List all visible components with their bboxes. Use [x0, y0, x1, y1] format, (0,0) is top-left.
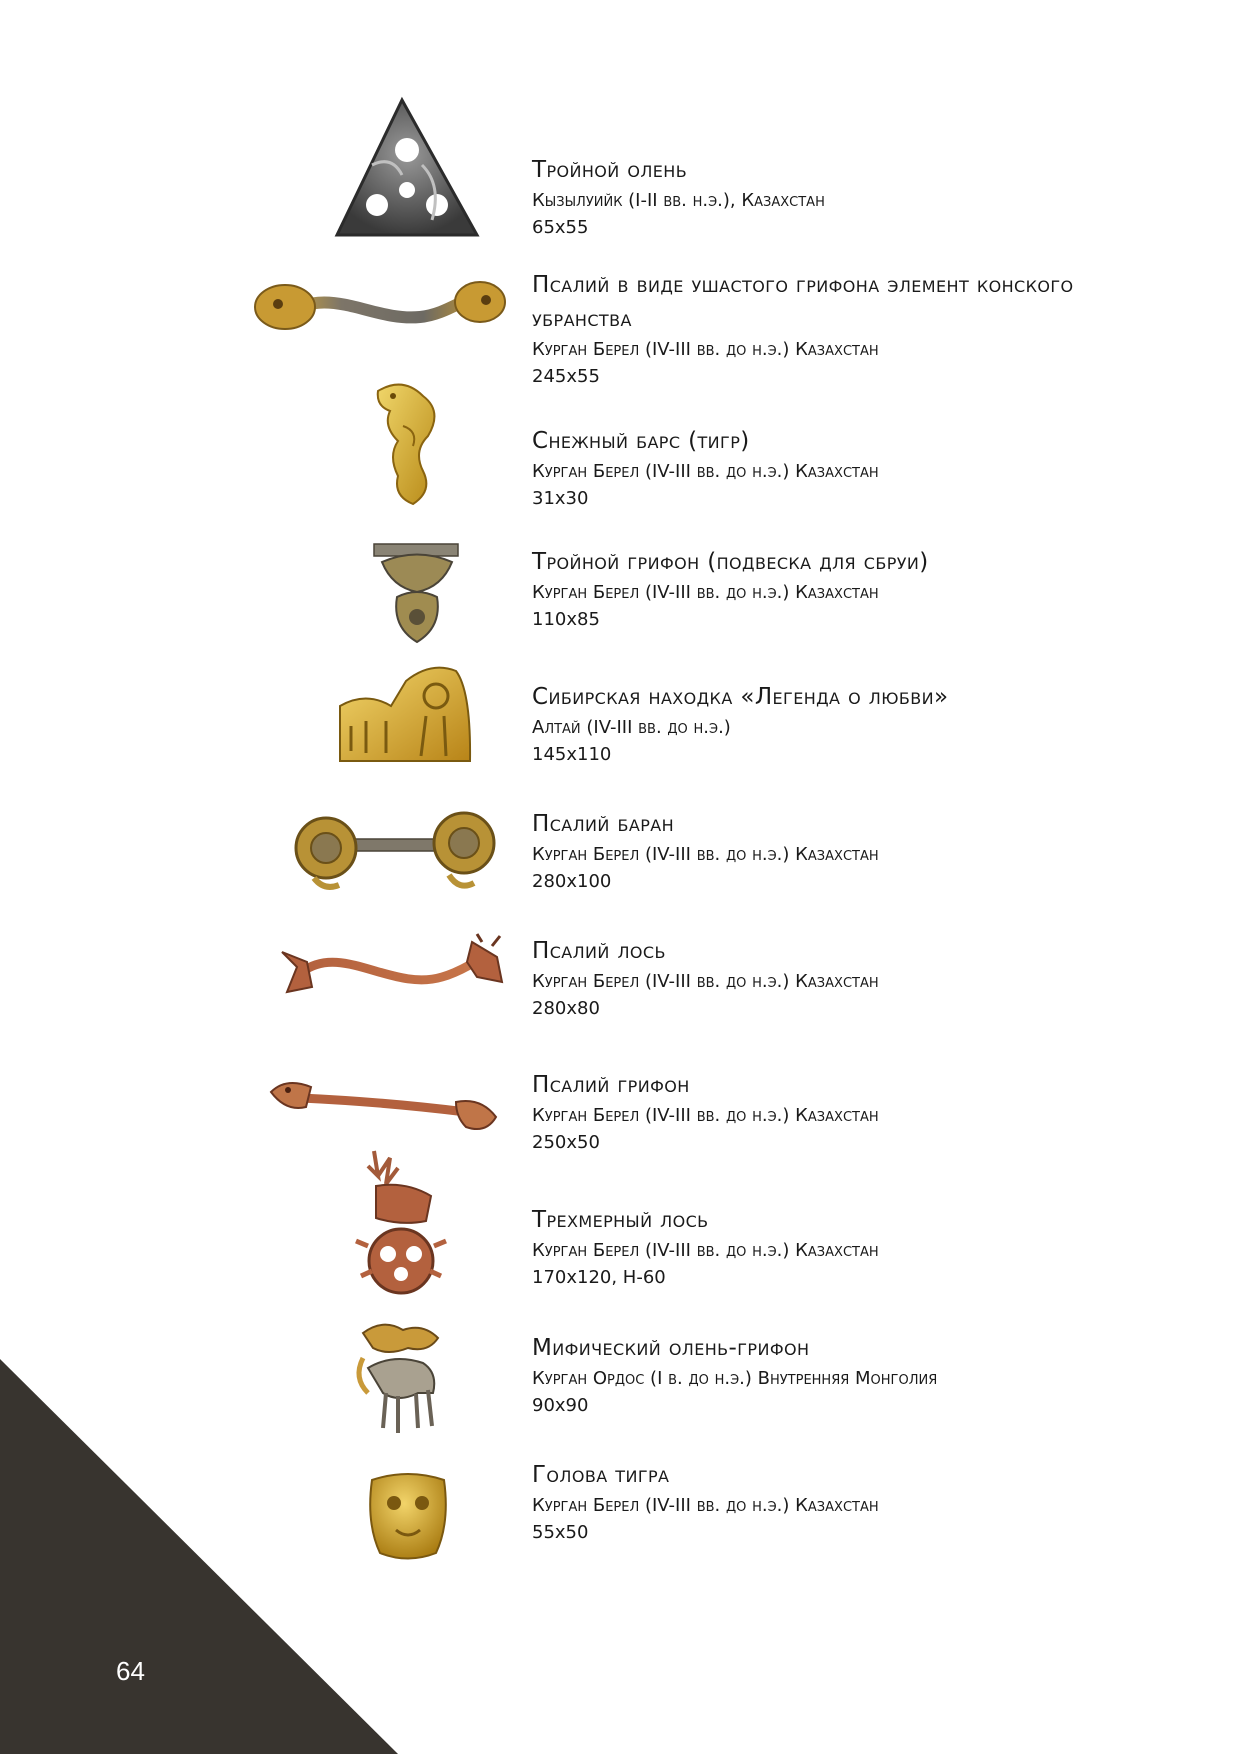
- corner-decoration: [0, 1359, 398, 1754]
- item-origin: Курган Берел (IV-III вв. до н.э.) Казахстан: [532, 582, 879, 603]
- item-origin: Курган Ордос (I в. до н.э.) Внутренняя Монголия: [532, 1368, 938, 1389]
- item-size: 145х110: [532, 744, 612, 765]
- love-legend-plaque-icon: [336, 661, 474, 766]
- item-title: Трехмерный лось: [532, 1207, 709, 1233]
- item-title: Псалий в виде ушастого грифона элемент конского убранства: [532, 272, 1074, 332]
- item-title: Псалий лось: [532, 938, 666, 964]
- item-size: 280х80: [532, 998, 600, 1019]
- item-mythical-deer-griffin: [532, 1331, 937, 1419]
- item-tiger-head: [532, 1458, 879, 1546]
- item-origin: Курган Берел (IV-III вв. до н.э.) Казахстан: [532, 1240, 879, 1261]
- item-title: Тройной грифон (подвеска для сбруи): [532, 549, 929, 575]
- item-snow-leopard: [532, 424, 879, 512]
- item-origin: Алтай (IV-III вв. до н.э.): [532, 717, 731, 738]
- item-title: Сибирская находка «Легенда о любви»: [532, 684, 949, 710]
- page-number: 64: [116, 1656, 145, 1686]
- item-3d-elk: [532, 1203, 879, 1291]
- snow-leopard-icon: [368, 376, 448, 511]
- item-title: Голова тигра: [532, 1462, 670, 1488]
- elk-psalium-icon: [272, 932, 508, 1004]
- triple-deer-icon: [332, 95, 484, 245]
- item-origin: Курган Берел (IV-III вв. до н.э.) Казахстан: [532, 461, 879, 482]
- 3d-elk-icon: [346, 1146, 458, 1296]
- mythical-deer-griffin-icon: [348, 1318, 448, 1440]
- item-size: 90х90: [532, 1395, 589, 1416]
- item-title: Снежный барс (тигр): [532, 428, 750, 454]
- griffin-rod-psalium-icon: [266, 1072, 508, 1140]
- item-size: 55х50: [532, 1522, 589, 1543]
- item-size: 280х100: [532, 871, 612, 892]
- ram-psalium-icon: [284, 803, 506, 895]
- item-origin: Кызылуийк (I-II вв. н.э.), Казахстан: [532, 190, 825, 211]
- item-origin: Курган Берел (IV-III вв. до н.э.) Казахстан: [532, 1495, 879, 1516]
- item-origin: Курган Берел (IV-III вв. до н.э.) Казахстан: [532, 1105, 879, 1126]
- tiger-head-icon: [366, 1468, 450, 1562]
- item-size: 65х55: [532, 217, 589, 238]
- item-griffin-rod-psalium: [532, 1068, 879, 1156]
- item-love-legend: [532, 680, 949, 768]
- item-size: 250х50: [532, 1132, 600, 1153]
- item-ram-psalium: [532, 807, 879, 895]
- item-size: 31х30: [532, 488, 589, 509]
- item-size: 110х85: [532, 609, 600, 630]
- item-origin: Курган Берел (IV-III вв. до н.э.) Казахстан: [532, 844, 879, 865]
- item-origin: Курган Берел (IV-III вв. до н.э.) Казахстан: [532, 339, 879, 360]
- item-title: Мифический олень-грифон: [532, 1335, 810, 1361]
- item-griffin-psalium: [532, 268, 1092, 390]
- item-triple-deer: [532, 153, 825, 241]
- item-size: 245х55: [532, 366, 600, 387]
- triple-griffin-pendant-icon: [372, 542, 462, 650]
- item-title: Псалий грифон: [532, 1072, 690, 1098]
- item-size: 170х120, Н-60: [532, 1267, 666, 1288]
- item-title: Тройной олень: [532, 157, 688, 183]
- item-elk-psalium: [532, 934, 879, 1022]
- griffin-psalium-icon: [250, 272, 512, 347]
- item-origin: Курган Берел (IV-III вв. до н.э.) Казахстан: [532, 971, 879, 992]
- item-triple-griffin: [532, 545, 929, 633]
- item-title: Псалий баран: [532, 811, 675, 837]
